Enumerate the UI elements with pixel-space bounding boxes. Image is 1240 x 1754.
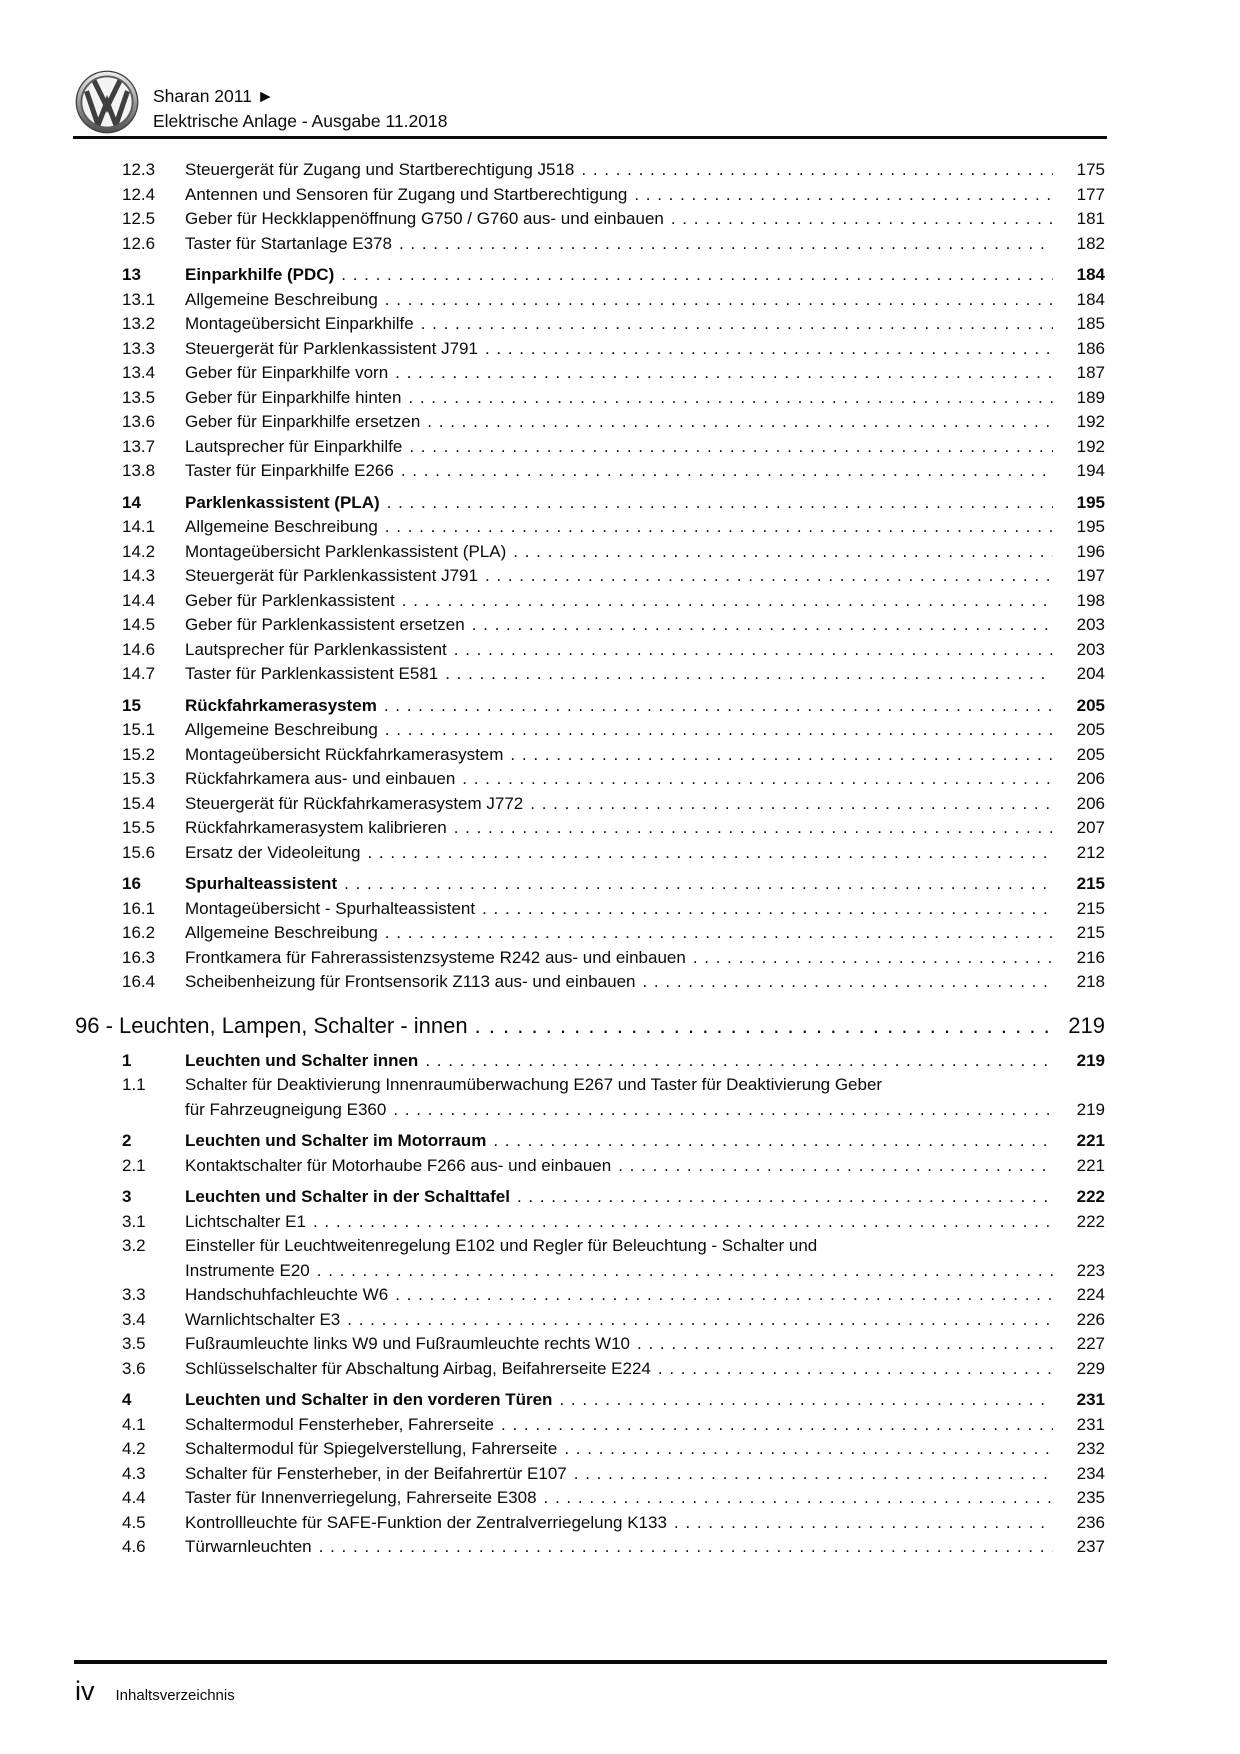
toc-entry-number: 14.3 (122, 566, 156, 585)
toc-entry (75, 946, 1105, 971)
toc-entry-number: 4.4 (122, 1488, 146, 1507)
toc-entry-number: 3.3 (122, 1285, 146, 1304)
dot-leader (384, 694, 1053, 719)
toc-entry-title: Schaltermodul Fensterheber, Fahrerseite (185, 1414, 494, 1434)
dot-leader (409, 435, 1053, 460)
dot-leader (658, 1357, 1053, 1382)
toc-entry (75, 841, 1105, 866)
toc (75, 158, 1105, 1560)
toc-entry-number: 13.5 (122, 387, 156, 407)
toc-entry-title: für Fahrzeugneigung E360 (185, 1099, 387, 1119)
toc-entry (75, 921, 1105, 946)
toc-entry (75, 1049, 1105, 1074)
dot-leader (564, 1437, 1053, 1462)
toc-entry (75, 1511, 1105, 1536)
dot-leader (618, 1154, 1053, 1179)
toc-entry-number: 16.3 (122, 947, 156, 967)
toc-entry-page: 205 (1076, 744, 1105, 764)
toc-entry-title: Leuchten und Schalter in der Schalttafel (185, 1187, 510, 1206)
toc-entry-page: 205 (1076, 695, 1105, 715)
toc-entry-page: 203 (1076, 639, 1105, 659)
toc-entry (75, 288, 1105, 313)
toc-entry-number: 13.4 (122, 363, 156, 382)
toc-entry (75, 816, 1105, 841)
toc-entry-page: 206 (1076, 793, 1105, 813)
toc-entry (75, 1437, 1105, 1462)
toc-entry-page: 205 (1076, 720, 1105, 739)
footer-page-number: iv (75, 1676, 95, 1706)
toc-entry-number: 12.6 (122, 233, 156, 253)
dot-leader (485, 564, 1053, 589)
toc-entry-title: Taster für Innenverriegelung, Fahrerseite E308 (185, 1488, 537, 1507)
toc-entry-page: 221 (1076, 1155, 1105, 1175)
toc-entry-page: 237 (1076, 1537, 1105, 1556)
toc-entry-number: 15.2 (122, 744, 156, 764)
dot-leader (510, 743, 1053, 768)
toc-entry (75, 435, 1105, 460)
toc-entry-number: 15.1 (122, 720, 156, 739)
toc-entry-title: Türwarnleuchten (185, 1537, 312, 1556)
toc-entry-page: 226 (1076, 1309, 1105, 1329)
toc-entry-title: Rückfahrkamerasystem kalibrieren (185, 818, 447, 837)
toc-entry (75, 515, 1105, 540)
toc-entry (75, 1388, 1105, 1413)
dot-leader (671, 207, 1053, 232)
toc-entry-page: 223 (1076, 1260, 1105, 1280)
toc-entry-number: 4 (122, 1390, 132, 1409)
toc-entry-page: 184 (1076, 289, 1105, 309)
dot-leader (395, 1283, 1053, 1308)
dot-leader (425, 1049, 1053, 1074)
toc-entry-number: 15.3 (122, 769, 156, 788)
toc-entry-title: Allgemeine Beschreibung (185, 517, 378, 536)
dot-leader (581, 158, 1053, 183)
dot-leader (427, 410, 1053, 435)
dot-leader (399, 232, 1053, 257)
toc-entry-number: 3.6 (122, 1358, 146, 1378)
toc-entry-title: Leuchten und Schalter innen (185, 1050, 419, 1070)
toc-entry-page: 224 (1076, 1285, 1105, 1304)
toc-entry-title: Montageübersicht Parklenkassistent (PLA) (185, 541, 507, 561)
toc-entry-title: 96 - Leuchten, Lampen, Schalter - innen (75, 1012, 468, 1038)
toc-entry-title: Handschuhfachleuchte W6 (185, 1285, 389, 1304)
toc-entry (75, 718, 1105, 743)
toc-entry-title: Instrumente E20 (185, 1260, 310, 1280)
toc-entry-title: Spurhalteassistent (185, 874, 338, 893)
toc-entry (75, 767, 1105, 792)
toc-entry-page: 192 (1076, 436, 1105, 456)
toc-entry (75, 662, 1105, 687)
header (75, 70, 1105, 134)
toc-entry-number: 16.1 (122, 898, 156, 918)
toc-entry-number: 14.6 (122, 639, 156, 659)
toc-entry-page: 227 (1076, 1334, 1105, 1353)
toc-entry (75, 263, 1105, 288)
toc-entry-title: Antennen und Sensoren für Zugang und Startberechtigung (185, 184, 628, 204)
toc-entry-page: 181 (1076, 209, 1105, 228)
toc-entry-number: 3.2 (122, 1236, 146, 1255)
toc-entry-number: 4.5 (122, 1512, 146, 1532)
toc-entry-title: Einsteller für Leuchtweitenregelung E102 und Regler für Beleuchtung - Schalter und (185, 1236, 818, 1255)
header-model: Sharan 2011 ► (153, 86, 275, 106)
vw-logo (75, 70, 139, 134)
toc-entry-page: 187 (1076, 363, 1105, 382)
dot-leader (402, 589, 1053, 614)
dot-leader (482, 897, 1053, 922)
toc-entry (75, 872, 1105, 897)
toc-entry-continuation (75, 1259, 1105, 1284)
toc-entry-title: Steuergerät für Zugang und Startberechtigung J518 (185, 160, 575, 179)
dot-leader (530, 792, 1053, 817)
toc-entry-title: Schalter für Deaktivierung Innenraumüberwachung E267 und Taster für Deaktivierung Geber (185, 1075, 883, 1094)
footer-divider (74, 1660, 1107, 1664)
toc-entry-page: 175 (1076, 160, 1105, 179)
toc-entry-title: Steuergerät für Parklenkassistent J791 (185, 338, 478, 358)
toc-entry-title: Steuergerät für Rückfahrkamerasystem J772 (185, 793, 524, 813)
toc-entry-page: 189 (1076, 387, 1105, 407)
toc-entry-page: 207 (1076, 818, 1105, 837)
toc-entry (75, 589, 1105, 614)
toc-entry-page: 229 (1076, 1358, 1105, 1378)
toc-entry-number: 1 (122, 1050, 132, 1070)
toc-entry (75, 1332, 1105, 1357)
toc-entry-number: 2 (122, 1131, 132, 1150)
toc-entry-page: 215 (1076, 898, 1105, 918)
toc-entry-page: 212 (1076, 842, 1105, 862)
toc-entry (75, 1073, 1105, 1098)
toc-entry-number: 4.3 (122, 1463, 146, 1483)
dot-leader (401, 459, 1053, 484)
toc-entry-page: 215 (1076, 874, 1105, 893)
toc-entry-page: 219 (1068, 1012, 1105, 1038)
toc-entry-page: 218 (1076, 972, 1105, 991)
dot-leader (344, 872, 1053, 897)
dot-leader (454, 816, 1053, 841)
toc-entry-number: 15.4 (122, 793, 156, 813)
dot-leader (367, 841, 1053, 866)
toc-entry-title: Einparkhilfe (PDC) (185, 265, 335, 284)
toc-entry-number: 13.6 (122, 412, 156, 431)
toc-entry-title: Allgemeine Beschreibung (185, 720, 378, 739)
toc-entry (75, 1154, 1105, 1179)
dot-leader (462, 767, 1053, 792)
toc-entry-page: 185 (1076, 314, 1105, 333)
toc-entry-title: Geber für Einparkhilfe vorn (185, 363, 389, 382)
toc-entry-number: 13.2 (122, 314, 156, 333)
toc-entry-title: Taster für Einparkhilfe E266 (185, 461, 394, 480)
toc-entry (75, 1486, 1105, 1511)
toc-entry-number: 3.1 (122, 1211, 146, 1231)
toc-entry-page: 182 (1076, 233, 1105, 253)
toc-entry-title: Geber für Parklenkassistent (185, 590, 395, 610)
dot-leader (421, 312, 1053, 337)
toc-entry (75, 792, 1105, 817)
toc-entry-title: Scheibenheizung für Frontsensorik Z113 aus- und einbauen (185, 972, 636, 991)
toc-entry-number: 12.4 (122, 184, 156, 204)
dot-leader (559, 1388, 1053, 1413)
toc-entry (75, 183, 1105, 208)
toc-entry-title: Schalter für Fensterheber, in der Beifahrertür E107 (185, 1463, 567, 1483)
toc-entry-number: 4.2 (122, 1439, 146, 1458)
toc-entry (75, 1462, 1105, 1487)
toc-entry-title: Allgemeine Beschreibung (185, 923, 378, 942)
toc-entry-title: Geber für Parklenkassistent ersetzen (185, 615, 465, 634)
toc-entry-page: 231 (1076, 1414, 1105, 1434)
toc-entry-page: 203 (1076, 615, 1105, 634)
dot-leader (347, 1308, 1053, 1333)
toc-entry-number: 13.7 (122, 436, 156, 456)
dot-leader (313, 1210, 1053, 1235)
dot-leader (475, 1010, 1053, 1041)
toc-entry-title: Leuchten und Schalter im Motorraum (185, 1131, 487, 1150)
dot-leader (341, 263, 1053, 288)
header-divider (73, 136, 1107, 139)
toc-entry-page: 215 (1076, 923, 1105, 942)
toc-entry-number: 15.6 (122, 842, 156, 862)
toc-entry-page: 198 (1076, 590, 1105, 610)
toc-entry-number: 15.5 (122, 818, 156, 837)
dot-leader (517, 1185, 1053, 1210)
dot-leader (513, 540, 1053, 565)
dot-leader (472, 613, 1053, 638)
toc-entry-number: 13.8 (122, 461, 156, 480)
toc-entry-number: 14.7 (122, 664, 156, 683)
toc-entry-number: 14.4 (122, 590, 156, 610)
toc-entry-continuation (75, 1098, 1105, 1123)
dot-leader (385, 718, 1053, 743)
toc-entry (75, 1210, 1105, 1235)
toc-entry-title: Montageübersicht Rückfahrkamerasystem (185, 744, 504, 764)
toc-entry (75, 361, 1105, 386)
toc-entry-page: 219 (1076, 1050, 1105, 1070)
dot-leader (674, 1511, 1053, 1536)
toc-entry-page: 195 (1076, 517, 1105, 536)
toc-entry-title: Schlüsselschalter für Abschaltung Airbag, Beifahrerseite E224 (185, 1358, 651, 1378)
toc-entry-page: 234 (1076, 1463, 1105, 1483)
toc-entry-title: Rückfahrkamera aus- und einbauen (185, 769, 456, 788)
toc-entry (75, 694, 1105, 719)
toc-entry (75, 1234, 1105, 1259)
toc-entry-title: Lichtschalter E1 (185, 1211, 306, 1231)
toc-entry-title: Kontrollleuchte für SAFE-Funktion der Zentralverriegelung K133 (185, 1512, 667, 1532)
dot-leader (642, 970, 1053, 995)
dot-leader (319, 1535, 1053, 1560)
toc-entry-page: 186 (1076, 338, 1105, 358)
toc-entry-number: 14.5 (122, 615, 156, 634)
toc-entry-title: Montageübersicht - Spurhalteassistent (185, 898, 476, 918)
toc-entry (75, 970, 1105, 995)
dot-leader (544, 1486, 1053, 1511)
toc-entry-number: 12.3 (122, 160, 156, 179)
toc-entry-title: Geber für Heckklappenöffnung G750 / G760 aus- und einbauen (185, 209, 664, 228)
dot-leader (485, 337, 1053, 362)
toc-entry-page: 196 (1076, 541, 1105, 561)
toc-entry-title: Rückfahrkamerasystem (185, 695, 377, 715)
toc-entry-number: 3 (122, 1187, 132, 1206)
dot-leader (387, 491, 1053, 516)
toc-entry-number: 14 (122, 492, 141, 512)
dot-leader (501, 1413, 1053, 1438)
toc-entry-title: Schaltermodul für Spiegelverstellung, Fahrerseite (185, 1439, 558, 1458)
toc-entry (75, 1535, 1105, 1560)
toc-entry-title: Montageübersicht Einparkhilfe (185, 314, 414, 333)
toc-entry (75, 1357, 1105, 1382)
toc-entry-page: 216 (1076, 947, 1105, 967)
toc-entry-number: 12.5 (122, 209, 156, 228)
toc-entry (75, 540, 1105, 565)
toc-entry-page: 222 (1076, 1211, 1105, 1231)
dot-leader (393, 1098, 1053, 1123)
dot-leader (317, 1259, 1053, 1284)
toc-entry-page: 219 (1076, 1099, 1105, 1119)
dot-leader (385, 288, 1053, 313)
dot-leader (385, 515, 1053, 540)
toc-entry (75, 564, 1105, 589)
toc-entry-title: Leuchten und Schalter in den vorderen Türen (185, 1390, 553, 1409)
toc-entry (75, 1413, 1105, 1438)
toc-entry-title: Kontaktschalter für Motorhaube F266 aus- und einbauen (185, 1155, 612, 1175)
toc-entry-title: Ersatz der Videoleitung (185, 842, 361, 862)
toc-entry-number: 15 (122, 695, 141, 715)
toc-entry-title: Warnlichtschalter E3 (185, 1309, 341, 1329)
dot-leader (693, 946, 1053, 971)
toc-entry-number: 14.1 (122, 517, 156, 536)
toc-entry-number: 1.1 (122, 1075, 146, 1094)
toc-entry-number: 2.1 (122, 1155, 146, 1175)
toc-entry (75, 410, 1105, 435)
toc-entry-page: 177 (1076, 184, 1105, 204)
toc-entry (75, 897, 1105, 922)
footer-label: Inhaltsverzeichnis (115, 1687, 235, 1704)
toc-entry (75, 337, 1105, 362)
dot-leader (634, 183, 1053, 208)
toc-entry-number: 14.2 (122, 541, 156, 561)
toc-entry (75, 158, 1105, 183)
toc-entry (75, 232, 1105, 257)
toc-entry-page: 194 (1076, 461, 1105, 480)
toc-entry-page: 204 (1076, 664, 1105, 683)
toc-entry-title: Lautsprecher für Einparkhilfe (185, 436, 403, 456)
toc-entry-title: Lautsprecher für Parklenkassistent (185, 639, 447, 659)
toc-entry (75, 491, 1105, 516)
toc-entry-title: Taster für Parklenkassistent E581 (185, 664, 439, 683)
toc-entry-title: Parklenkassistent (PLA) (185, 492, 380, 512)
toc-entry-title: Steuergerät für Parklenkassistent J791 (185, 566, 478, 585)
toc-entry-number: 3.4 (122, 1309, 146, 1329)
dot-leader (445, 662, 1053, 687)
dot-leader (395, 361, 1053, 386)
toc-entry-page: 231 (1076, 1390, 1105, 1409)
toc-entry (75, 1185, 1105, 1210)
toc-entry-page: 235 (1076, 1488, 1105, 1507)
toc-entry-title: Geber für Einparkhilfe ersetzen (185, 412, 421, 431)
toc-entry-number: 13.1 (122, 289, 156, 309)
toc-entry-number: 16 (122, 874, 141, 893)
header-edition: Elektrische Anlage - Ausgabe 11.2018 (153, 111, 448, 131)
toc-entry-number: 4.6 (122, 1537, 146, 1556)
toc-entry-page: 192 (1076, 412, 1105, 431)
toc-entry-number: 4.1 (122, 1414, 146, 1434)
toc-entry (75, 207, 1105, 232)
toc-entry (75, 459, 1105, 484)
toc-entry (75, 638, 1105, 663)
toc-entry-page: 232 (1076, 1439, 1105, 1458)
toc-entry-number: 16.4 (122, 972, 156, 991)
toc-entry-page: 195 (1076, 492, 1105, 512)
toc-entry (75, 312, 1105, 337)
toc-entry (75, 386, 1105, 411)
dot-leader (637, 1332, 1053, 1357)
toc-entry (75, 743, 1105, 768)
toc-entry (75, 1129, 1105, 1154)
dot-leader (454, 638, 1053, 663)
toc-entry-title: Geber für Einparkhilfe hinten (185, 387, 402, 407)
toc-entry-number: 13.3 (122, 338, 156, 358)
footer (75, 1676, 1105, 1706)
toc-entry-page: 184 (1076, 265, 1105, 284)
toc-entry-page: 221 (1076, 1131, 1105, 1150)
header-text (153, 84, 447, 134)
toc-entry (75, 613, 1105, 638)
dot-leader (385, 921, 1053, 946)
toc-entry-page: 206 (1076, 769, 1105, 788)
toc-entry-number: 13 (122, 265, 141, 284)
toc-entry (75, 1308, 1105, 1333)
toc-entry-title: Frontkamera für Fahrerassistenzsysteme R242 aus- und einbauen (185, 947, 686, 967)
toc-entry-title: Fußraumleuchte links W9 und Fußraumleuchte rechts W10 (185, 1334, 631, 1353)
toc-entry-page: 236 (1076, 1512, 1105, 1532)
toc-entry-title: Allgemeine Beschreibung (185, 289, 378, 309)
toc-entry-title: Taster für Startanlage E378 (185, 233, 392, 253)
toc-entry-number: 16.2 (122, 923, 156, 942)
toc-entry (75, 1283, 1105, 1308)
toc-chapter-row (75, 1010, 1105, 1041)
toc-entry-page: 222 (1076, 1187, 1105, 1206)
dot-leader (493, 1129, 1053, 1154)
dot-leader (408, 386, 1053, 411)
toc-entry-number: 3.5 (122, 1334, 146, 1353)
dot-leader (574, 1462, 1053, 1487)
toc-entry-page: 197 (1076, 566, 1105, 585)
